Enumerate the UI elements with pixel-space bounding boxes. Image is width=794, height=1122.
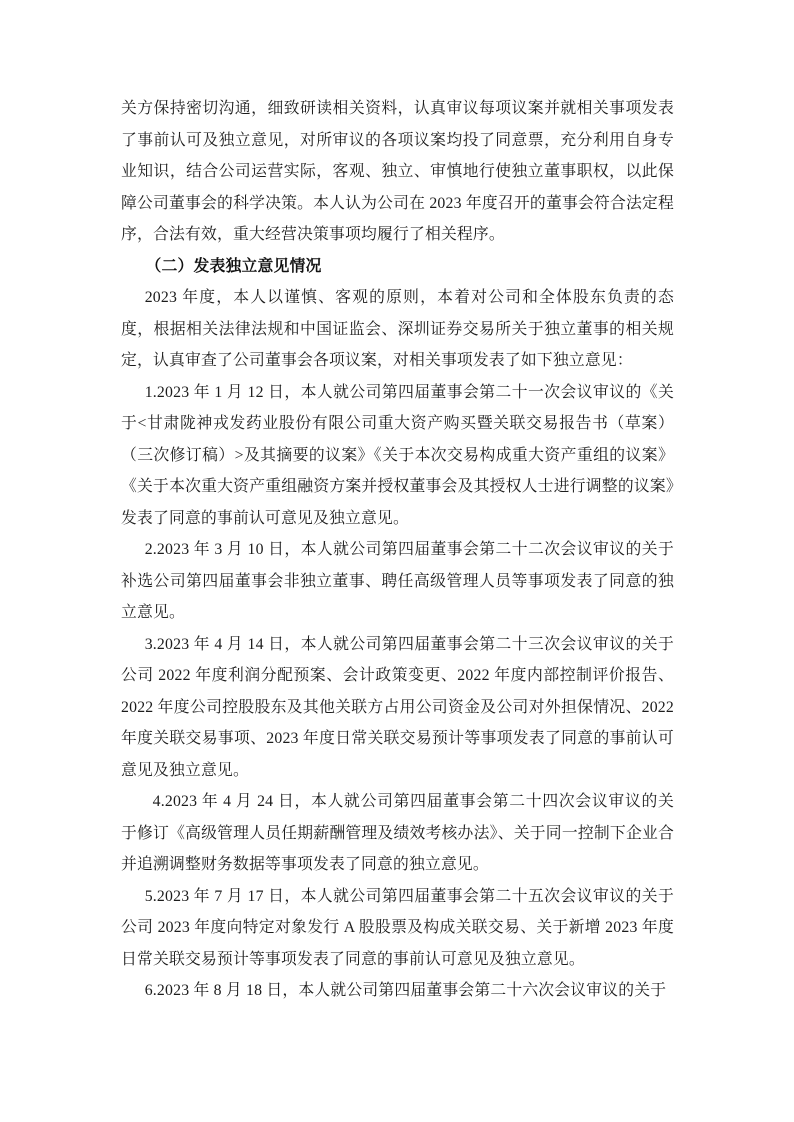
- opinion-item-2: 2.2023 年 3 月 10 日，本人就公司第四届董事会第二十二次会议审议的关于补选公司第四届董事会非独立董事、聘任高级管理人员等事项发表了同意的独立意见。: [121, 541, 674, 621]
- opinion-item-4: 4.2023 年 4 月 24 日，本人就公司第四届董事会第二十四次会议审议的关于修订《高级管理人员任期薪酬管理及绩效考核办法》、关于同一控制下企业合并追溯调整财务数据等事项发表了同意的独立意见。: [121, 793, 674, 873]
- opinion-item-6: 6.2023 年 8 月 18 日，本人就公司第四届董事会第二十六次会议审议的关于: [144, 982, 667, 999]
- continuation-paragraph: 关方保持密切沟通，细致研读相关资料，认真审议每项议案并就相关事项发表了事前认可及独立意见，对所审议的各项议案均投了同意票，充分利用自身专业知识，结合公司运营实际，客观、独立、审慎地行使独立董事职权，以此保障公司董事会的科学决策。本人认为公司在 2023 年度召开的董事会符合法定程序，合法有效，重大经营决策事项均履行了相关程序。: [121, 100, 674, 243]
- page-content: [121, 93, 674, 1007]
- opinion-item-5: 5.2023 年 7 月 17 日，本人就公司第四届董事会第二十五次会议审议的关于公司 2023 年度向特定对象发行 A 股股票及构成关联交易、关于新增 2023 年度日常关联交易预计等事项发表了同意的事前认可意见及独立意见。: [121, 887, 674, 968]
- opinion-item-1: 1.2023 年 1 月 12 日，本人就公司第四届董事会第二十一次会议审议的《关于<甘肃陇神戎发药业股份有限公司重大资产购买暨关联交易报告书（草案）（三次修订稿）>及其摘要的议案》《关于本次交易构成重大资产重组的议案》《关于本次重大资产重组融资方案并授权董事会及其授权人士进行调整的议案》发表了同意的事前认可意见及独立意见。: [121, 383, 674, 527]
- intro-paragraph: 2023 年度，本人以谨慎、客观的原则，本着对公司和全体股东负责的态度，根据相关法律法规和中国证监会、深圳证券交易所关于独立董事的相关规定，认真审查了公司董事会各项议案，对相关事项发表了如下独立意见：: [121, 289, 674, 369]
- section-heading: （二）发表独立意见情况: [145, 257, 322, 275]
- opinion-item-3: 3.2023 年 4 月 14 日，本人就公司第四届董事会第二十三次会议审议的关于公司 2022 年度利润分配预案、会计政策变更、2022 年度内部控制评价报告、2022 年度公司控股股东及其他关联方占用公司资金及公司对外担保情况、2022 年度关联交易事项、2023 年度日常关联交易预计等事项发表了同意的事前认可意见及独立意见。: [121, 635, 674, 779]
